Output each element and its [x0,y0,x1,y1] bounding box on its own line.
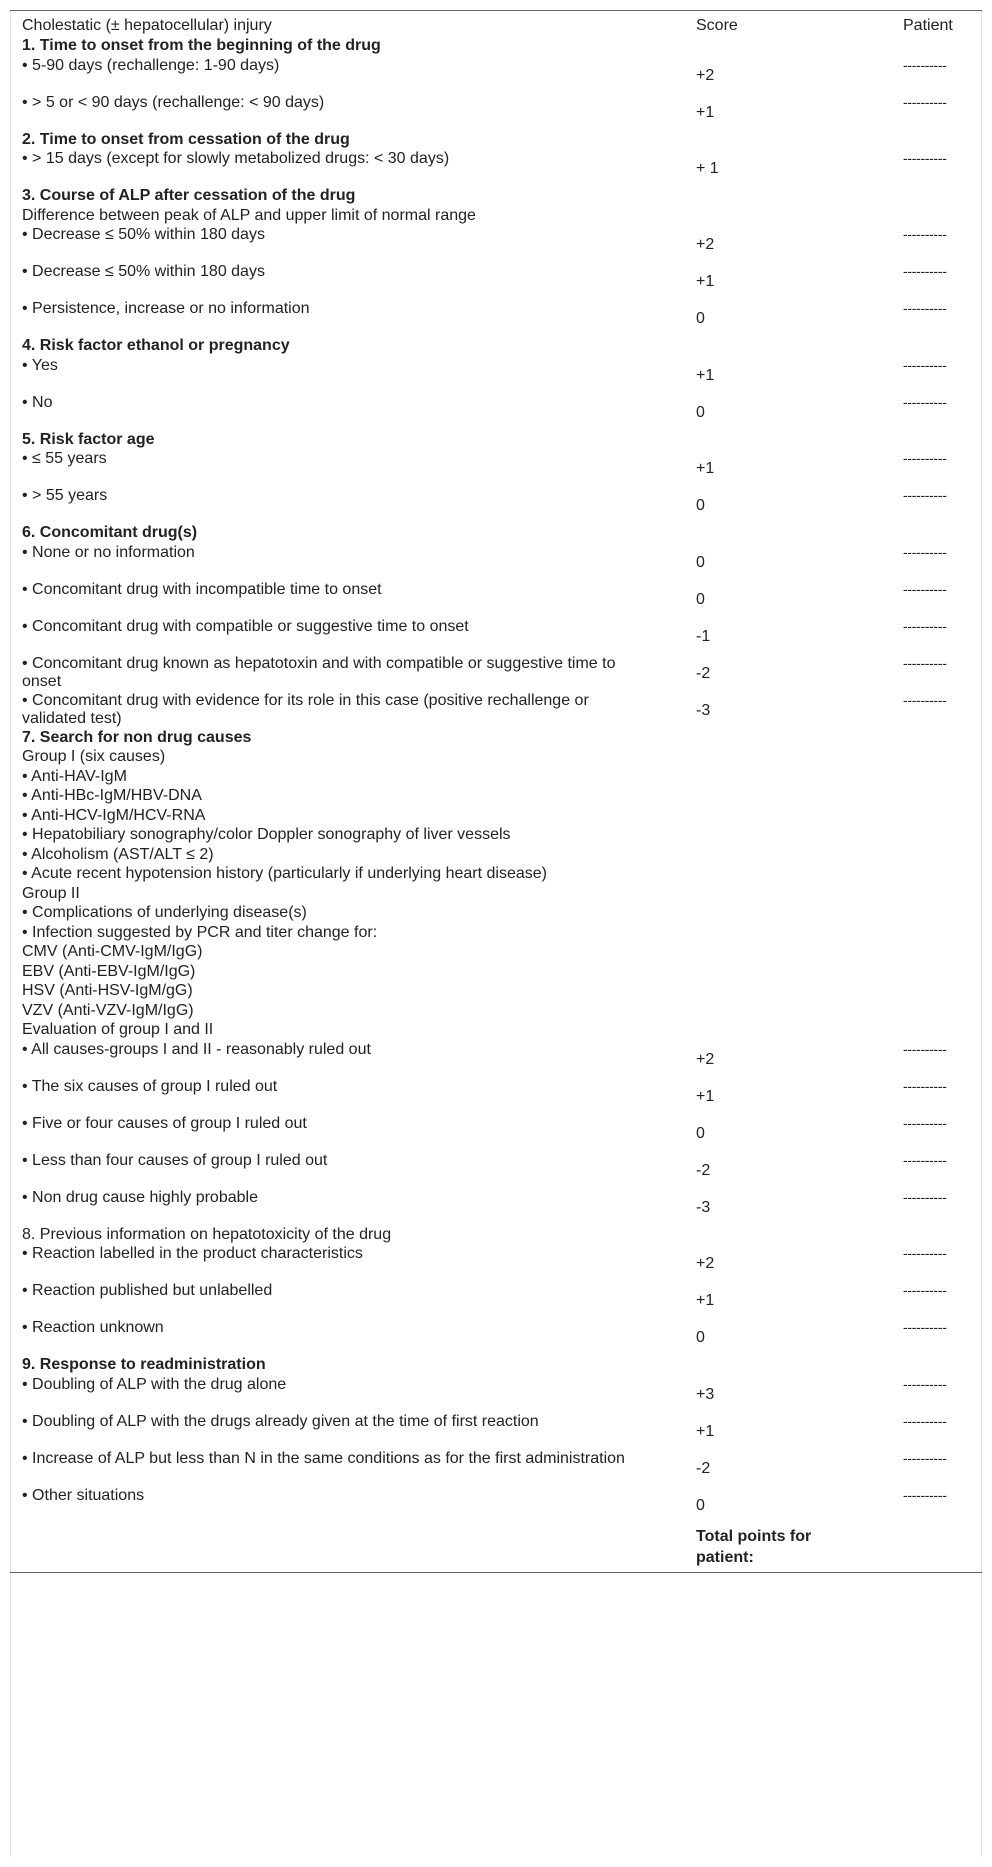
patient-score-blank: ---------- [903,1449,947,1466]
section-heading: 4. Risk factor ethanol or pregnancy [22,337,290,354]
patient-score-blank: ---------- [903,1245,947,1261]
patient-score-blank: ---------- [903,1114,947,1131]
table-row [10,1450,982,1487]
criterion-label: • Acute recent hypotension history (particularly if underlying heart disease) [22,865,547,882]
criterion-label: 8. Previous information on hepatotoxicity of the drug [22,1225,392,1243]
criterion-label: • Doubling of ALP with the drugs already given at the time of first reaction [22,1412,539,1430]
score-value: 0 [696,310,705,327]
criterion-label: • Non drug cause highly probable [22,1188,258,1206]
criterion-label: • Infection suggested by PCR and titer change for: [22,923,378,941]
score-value: +1 [696,1087,715,1105]
score-value: 0 [696,1329,705,1346]
table-row [10,1319,982,1356]
score-value: 0 [696,497,705,514]
table-row [10,394,982,431]
patient-score-blank: ---------- [903,691,947,708]
patient-score-blank: ---------- [903,543,947,560]
table-row [10,1152,982,1189]
table-row [10,1245,982,1282]
score-value: +1 [696,1292,715,1309]
score-value: +2 [696,1050,715,1068]
table-row [10,1078,982,1115]
header-score-label: Score [696,17,738,34]
section-heading: 6. Concomitant drug(s) [22,524,198,541]
score-value: +1 [696,273,715,290]
score-value: + 1 [696,160,719,177]
patient-score-blank: ---------- [903,393,947,410]
score-value: 0 [696,1496,705,1514]
patient-score-blank: ---------- [903,450,947,466]
table-row [10,1041,982,1078]
table-row [10,1413,982,1450]
score-value: -2 [696,1161,711,1179]
table-row [10,544,982,581]
score-value: +1 [696,103,715,121]
patient-score-blank: ---------- [903,487,947,503]
score-value: +1 [696,460,715,477]
table-row [10,263,982,300]
criterion-label: • Anti-HCV-IgM/HCV-RNA [22,806,206,824]
patient-score-blank: ---------- [903,580,947,597]
score-value: -3 [696,1198,711,1216]
patient-score-blank: ---------- [903,1412,947,1429]
criterion-label: • Concomitant drug with evidence for its role in this case (positive rechallenge or validated test) [22,691,589,727]
section-heading: 2. Time to onset from cessation of the drug [22,130,350,148]
criterion-label: • Alcoholism (AST/ALT ≤ 2) [22,845,214,863]
patient-score-blank: ---------- [903,263,947,279]
criterion-label: VZV (Anti-VZV-IgM/IgG) [22,1001,194,1019]
section-heading: 9. Response to readministration [22,1356,266,1373]
patient-score-blank: ---------- [903,150,947,166]
patient-score-blank: ---------- [903,1077,947,1094]
criterion-label: • Doubling of ALP with the drug alone [22,1375,287,1393]
patient-score-blank: ---------- [903,56,947,73]
table-row [10,1115,982,1152]
patient-score-blank: ---------- [903,617,947,634]
criterion-label: • Reaction labelled in the product characteristics [22,1245,363,1262]
criterion-label: • Decrease ≤ 50% within 180 days [22,226,265,243]
patient-score-blank: ---------- [903,300,947,316]
criterion-label: • Increase of ALP but less than N in the same conditions as for the first administration [22,1449,625,1467]
patient-score-blank: ---------- [903,1151,947,1168]
criterion-label: • Persistence, increase or no information [22,300,310,317]
criterion-label: CMV (Anti-CMV-IgM/IgG) [22,943,203,960]
criterion-label: • Hepatobiliary sonography/color Doppler sonography of liver vessels [22,826,511,843]
score-value: +3 [696,1385,715,1403]
criterion-label: Difference between peak of ALP and upper limit of normal range [22,206,476,224]
score-value: 0 [696,590,705,608]
top-rule [10,10,982,11]
total-points-label: Total points for patient: [696,1527,812,1566]
patient-score-blank: ---------- [903,356,947,373]
bottom-rule [10,1572,982,1573]
criterion-label: • Concomitant drug known as hepatotoxin and with compatible or suggestive time to onset [22,654,616,690]
score-value: +1 [696,366,715,384]
table-row [10,1487,982,1524]
score-value: -1 [696,627,711,645]
patient-score-blank: ---------- [903,1040,947,1057]
total-row [10,1526,982,1570]
criterion-label: • ≤ 55 years [22,450,107,467]
criterion-label: • > 5 or < 90 days (rechallenge: < 90 days) [22,93,325,111]
criterion-label: • Reaction published but unlabelled [22,1282,273,1299]
criterion-label: • Yes [22,356,58,374]
table-row [10,692,982,729]
patient-score-blank: ---------- [903,1486,947,1503]
score-value: +2 [696,236,715,253]
patient-score-blank: ---------- [903,226,947,242]
criterion-label: • The six causes of group I ruled out [22,1077,278,1095]
patient-score-blank: ---------- [903,93,947,110]
patient-score-blank: ---------- [903,1319,947,1335]
criterion-label: • > 15 days (except for slowly metabolized drugs: < 30 days) [22,150,450,167]
score-value: 0 [696,1124,705,1142]
score-value: 0 [696,403,705,421]
table-row [10,357,982,394]
criterion-label: Group I (six causes) [22,748,166,765]
table-row [10,150,982,187]
patient-score-blank: ---------- [903,1282,947,1298]
table-row [10,300,982,337]
section-heading: 1. Time to onset from the beginning of the drug [22,37,381,54]
score-value: -2 [696,1459,711,1477]
table-header [10,15,982,37]
section-heading: 7. Search for non drug causes [22,728,252,746]
criterion-label: • Complications of underlying disease(s) [22,904,307,921]
table-row [10,94,982,131]
table-row [10,1189,982,1226]
criterion-label: • Reaction unknown [22,1319,164,1336]
patient-score-blank: ---------- [903,1375,947,1392]
table-row [10,655,982,692]
criterion-label: • Less than four causes of group I ruled out [22,1151,328,1169]
patient-score-blank: ---------- [903,654,947,671]
header-patient-label: Patient [903,17,953,34]
score-value: +1 [696,1422,715,1440]
section-heading: 5. Risk factor age [22,430,155,448]
table-row [10,450,982,487]
table-row [10,1282,982,1319]
criterion-label: HSV (Anti-HSV-IgM/gG) [22,982,193,999]
criterion-label: • Decrease ≤ 50% within 180 days [22,263,265,280]
criterion-label: • All causes-groups I and II - reasonably ruled out [22,1040,371,1058]
score-value: +2 [696,1255,715,1272]
table-row [10,618,982,655]
table-row [10,226,982,263]
criterion-label: Evaluation of group I and II [22,1021,214,1038]
table-row [10,581,982,618]
criterion-label: • None or no information [22,543,195,561]
score-value: +2 [696,66,715,84]
score-value: 0 [696,553,705,571]
criterion-label: • Other situations [22,1486,145,1504]
section-heading: 3. Course of ALP after cessation of the drug [22,187,356,204]
score-value: -2 [696,664,711,682]
score-value: -3 [696,701,711,719]
criterion-label: • 5-90 days (rechallenge: 1-90 days) [22,56,280,74]
criterion-label: • Five or four causes of group I ruled out [22,1114,307,1132]
criterion-label: • Anti-HAV-IgM [22,767,127,785]
criterion-label: Group II [22,884,80,902]
criterion-label: • Concomitant drug with incompatible time to onset [22,580,382,598]
criterion-label: • Concomitant drug with compatible or suggestive time to onset [22,617,469,635]
table-row [10,57,982,94]
table-row [10,487,982,524]
header-injury-label: Cholestatic (± hepatocellular) injury [22,17,272,34]
patient-score-blank: ---------- [903,1188,947,1205]
criterion-label: • No [22,393,53,411]
table-row [10,1376,982,1413]
criterion-label: EBV (Anti-EBV-IgM/IgG) [22,962,196,980]
criterion-label: • Anti-HBc-IgM/HBV-DNA [22,787,202,804]
criterion-label: • > 55 years [22,487,108,504]
